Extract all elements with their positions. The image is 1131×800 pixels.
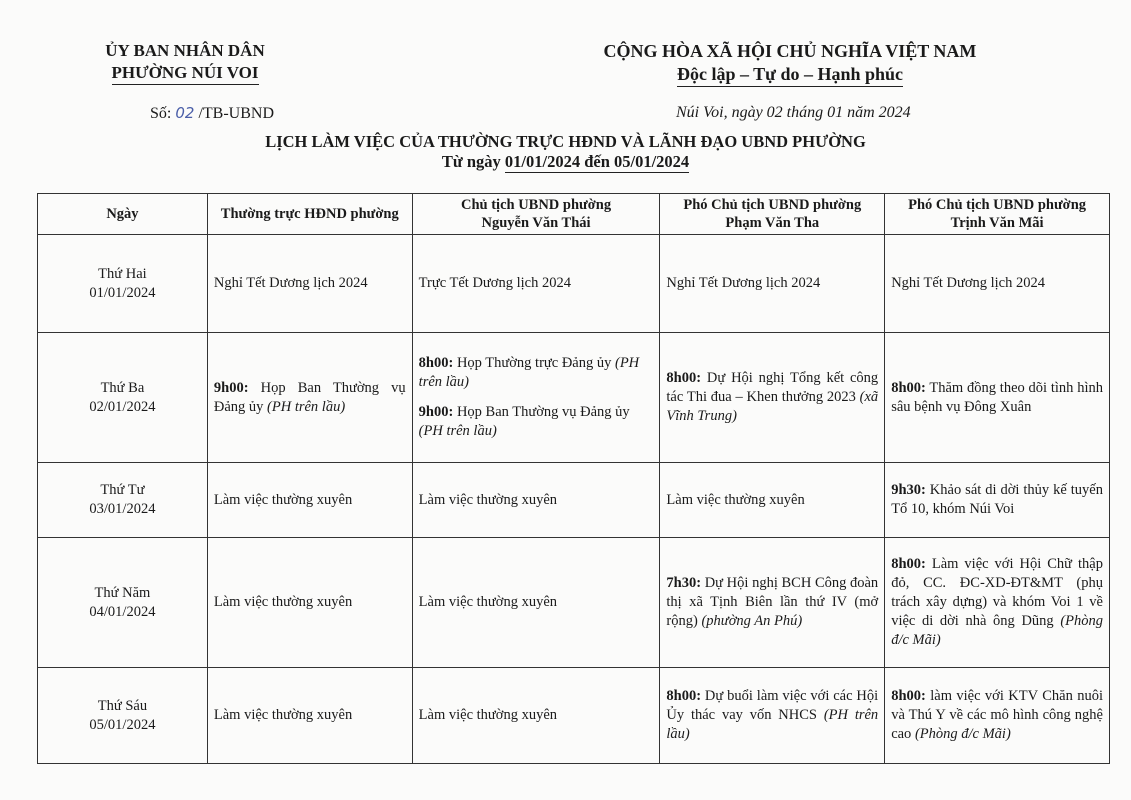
schedule-cell: 8h00: Dự Hội nghị Tổng kết công tác Thi đua – Khen thưởng 2023 (xã Vĩnh Trung) [660,333,885,463]
schedule-cell: 8h00: Họp Thường trực Đảng ủy (PH trên lầu) 9h00: Họp Ban Thường vụ Đảng ủy (PH trên lầu) [412,333,660,463]
title-range-prefix: Từ ngày [441,152,501,171]
so-label: Số: [150,105,172,122]
table-header-row [38,194,1110,235]
schedule-cell: 8h00: Dự buổi làm việc với các Hội Ủy thác vay vốn NHCS (PH trên lầu) [660,668,885,764]
schedule-cell: Làm việc thường xuyên [207,538,412,668]
document-number [150,104,274,123]
title-date-range: 01/01/2024 đến 05/01/2024 [504,152,690,171]
authority-line-2: PHƯỜNG NÚI VOI [112,62,259,85]
document-title [0,132,1131,173]
schedule-cell: Làm việc thường xuyên [412,538,660,668]
schedule-cell: 7h30: Dự Hội nghị BCH Công đoàn thị xã Tịnh Biên lần thứ IV (mở rộng) (phường An Phú) [660,538,885,668]
table-row [38,333,1110,463]
schedule-cell: Nghỉ Tết Dương lịch 2024 [660,235,885,333]
schedule-cell: Nghỉ Tết Dương lịch 2024 [885,235,1110,333]
schedule-cell: 8h00: Làm việc với Hội Chữ thập đỏ, CC. ĐC-XD-ĐT&MT (phụ trách xây dựng) và khóm Voi 1 về việc di dời nhà ông Dũng (Phòng đ/c Mãi) [885,538,1110,668]
schedule-cell: 8h00: làm việc với KTV Chăn nuôi và Thú Y về các mô hình công nghệ cao (Phòng đ/c Mãi) [885,668,1110,764]
place-and-date: Núi Voi, ngày 02 tháng 01 năm 2024 [676,104,911,121]
schedule-cell: 9h00: Họp Ban Thường vụ Đảng ủy (PH trên lầu) [207,333,412,463]
schedule-cell: Làm việc thường xuyên [412,463,660,538]
so-suffix: /TB-UBND [198,105,274,122]
table-row [38,538,1110,668]
so-number-handwritten: 02 [175,104,195,122]
schedule-cell: 8h00: Thăm đồng theo dõi tình hình sâu bệnh vụ Đông Xuân [885,333,1110,463]
header-hdnd: Thường trực HĐND phường [207,194,412,235]
header-vice-chairman-mai: Phó Chủ tịch UBND phường Trịnh Văn Mãi [885,194,1110,235]
schedule-cell: Nghỉ Tết Dương lịch 2024 [207,235,412,333]
issuing-authority [60,40,310,85]
day-cell: Thứ Hai 01/01/2024 [38,235,208,333]
header-day: Ngày [38,194,208,235]
header-vice-chairman-tha: Phó Chủ tịch UBND phường Phạm Văn Tha [660,194,885,235]
schedule-cell: 9h30: Khảo sát di dời thủy kế tuyến Tổ 10, khóm Núi Voi [885,463,1110,538]
schedule-cell: Làm việc thường xuyên [207,668,412,764]
header-chairman: Chủ tịch UBND phường Nguyễn Văn Thái [412,194,660,235]
day-cell: Thứ Sáu 05/01/2024 [38,668,208,764]
motto: Độc lập – Tự do – Hạnh phúc [677,63,903,87]
national-motto [560,40,1020,87]
nation-name: CỘNG HÒA XÃ HỘI CHỦ NGHĨA VIỆT NAM [603,41,977,61]
authority-line-1: ỦY BAN NHÂN DÂN [105,41,265,60]
table-row [38,463,1110,538]
schedule-cell: Làm việc thường xuyên [660,463,885,538]
schedule-cell: Trực Tết Dương lịch 2024 [412,235,660,333]
schedule-table [37,193,1110,764]
schedule-cell: Làm việc thường xuyên [412,668,660,764]
table-row [38,235,1110,333]
table-row [38,668,1110,764]
day-cell: Thứ Tư 03/01/2024 [38,463,208,538]
day-cell: Thứ Ba 02/01/2024 [38,333,208,463]
title-line-1: LỊCH LÀM VIỆC CỦA THƯỜNG TRỰC HĐND VÀ LÃNH ĐẠO UBND PHƯỜNG [265,132,866,151]
schedule-cell: Làm việc thường xuyên [207,463,412,538]
day-cell: Thứ Năm 04/01/2024 [38,538,208,668]
